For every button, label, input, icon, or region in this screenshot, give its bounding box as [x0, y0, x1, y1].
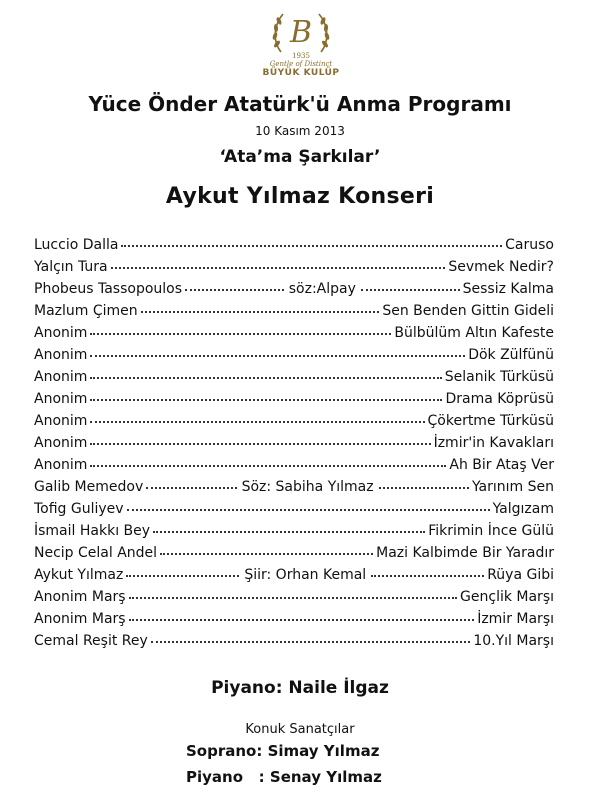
logo-year: 1935	[292, 52, 310, 60]
song-title: Mazi Kalbimde Bir Yaradır	[376, 545, 554, 561]
program-row	[34, 256, 554, 278]
program-row	[34, 520, 554, 542]
song-title: Gençlik Marşı	[460, 589, 554, 605]
composer-name: Anonim Marş	[34, 589, 126, 605]
logo-name: BÜYÜK KULÜP	[262, 68, 340, 78]
program-row	[34, 432, 554, 454]
song-title: Sessiz Kalma	[462, 281, 555, 297]
program-row	[34, 234, 554, 256]
dot-leader	[90, 377, 441, 379]
composer-name: Anonim	[34, 435, 88, 451]
song-title: Ah Bir Ataş Ver	[449, 457, 554, 473]
composer-name: Anonim	[34, 325, 88, 341]
song-title: Caruso	[505, 237, 554, 253]
program-list	[34, 234, 554, 652]
program-subtitle: ‘Ata’ma Şarkılar’	[219, 147, 381, 167]
program-title: Yüce Önder Atatürk'ü Anma Programı	[88, 92, 512, 116]
program-row	[34, 542, 554, 564]
program-row	[34, 608, 554, 630]
pianist-credit: Piyano: Naile İlgaz	[211, 678, 389, 698]
song-title: Drama Köprüsü	[445, 391, 554, 407]
composer-name: Anonim	[34, 457, 88, 473]
program-row	[34, 344, 554, 366]
song-title: Yalgızam	[492, 501, 554, 517]
program-row	[34, 476, 554, 498]
program-row	[34, 454, 554, 476]
dot-leader	[185, 289, 284, 291]
logo-tagline: Gentle of Distinct	[269, 60, 333, 68]
guest-artists-label: Konuk Sanatçılar	[245, 722, 355, 737]
dot-leader	[371, 575, 484, 577]
song-title: Rüya Gibi	[487, 567, 555, 583]
dot-leader	[90, 421, 424, 423]
composer-name: Phobeus Tassopoulos	[34, 281, 183, 297]
composer-name: Tofig Guliyev	[34, 501, 124, 517]
composer-name: Necip Celal Andel	[34, 545, 158, 561]
program-row	[34, 586, 554, 608]
program-row	[34, 388, 554, 410]
dot-leader	[90, 355, 465, 357]
song-title: Bülbülüm Altın Kafeste	[394, 325, 554, 341]
program-row	[34, 366, 554, 388]
dot-leader	[90, 333, 391, 335]
dot-leader	[90, 465, 446, 467]
dot-leader	[111, 267, 446, 269]
program-row	[34, 278, 554, 300]
song-title: İzmir Marşı	[477, 611, 554, 627]
dot-leader	[121, 245, 502, 247]
song-title: 10.Yıl Marşı	[473, 633, 554, 649]
lyricist-credit: söz:Alpay	[288, 281, 356, 297]
composer-name: Anonim	[34, 347, 88, 363]
song-title: Çökertme Türküsü	[427, 413, 554, 429]
dot-leader	[141, 311, 380, 313]
composer-name: Aykut Yılmaz	[34, 567, 124, 583]
composer-name: Anonim Marş	[34, 611, 126, 627]
guest-pianist-credit: Piyano : Senay Yılmaz	[186, 768, 382, 786]
concert-title: Aykut Yılmaz Konseri	[165, 184, 435, 209]
composer-name: Galib Memedov	[34, 479, 144, 495]
program-row	[34, 410, 554, 432]
program-row	[34, 498, 554, 520]
song-title: Yarınım Sen	[471, 479, 555, 495]
song-title: Selanik Türküsü	[444, 369, 554, 385]
dot-leader	[126, 575, 239, 577]
laurel-monogram-icon	[267, 6, 335, 62]
composer-name: Yalçın Tura	[34, 259, 108, 275]
program-row	[34, 564, 554, 586]
song-title: Sen Benden Gittin Gideli	[382, 303, 554, 319]
program-row	[34, 322, 554, 344]
composer-name: Luccio Dalla	[34, 237, 119, 253]
dot-leader	[127, 509, 490, 511]
lyricist-credit: Şiir: Orhan Kemal	[244, 567, 367, 583]
dot-leader	[379, 487, 469, 489]
dot-leader	[160, 553, 373, 555]
lyricist-credit: Söz: Sabiha Yılmaz	[241, 479, 374, 495]
dot-leader	[90, 443, 430, 445]
song-title: Dök Zülfünü	[468, 347, 554, 363]
logo-monogram: B	[289, 15, 313, 50]
dot-leader	[90, 399, 442, 401]
program-date: 10 Kasım 2013	[255, 124, 345, 138]
program-row	[34, 300, 554, 322]
soprano-credit: Soprano: Simay Yılmaz	[186, 742, 380, 760]
dot-leader	[153, 531, 425, 533]
composer-name: Anonim	[34, 369, 88, 385]
song-title: İzmir'in Kavakları	[433, 435, 554, 451]
dot-leader	[129, 597, 457, 599]
dot-leader	[151, 641, 471, 643]
composer-name: Cemal Reşit Rey	[34, 633, 148, 649]
dot-leader	[361, 289, 460, 291]
composer-name: Mazlum Çimen	[34, 303, 138, 319]
composer-name: Anonim	[34, 413, 88, 429]
dot-leader	[129, 619, 475, 621]
song-title: Sevmek Nedir?	[448, 259, 554, 275]
program-row	[34, 630, 554, 652]
dot-leader	[146, 487, 236, 489]
song-title: Fikrimin İnce Gülü	[428, 523, 554, 539]
club-logo	[246, 6, 356, 82]
composer-name: Anonim	[34, 391, 88, 407]
composer-name: İsmail Hakkı Bey	[34, 523, 151, 539]
